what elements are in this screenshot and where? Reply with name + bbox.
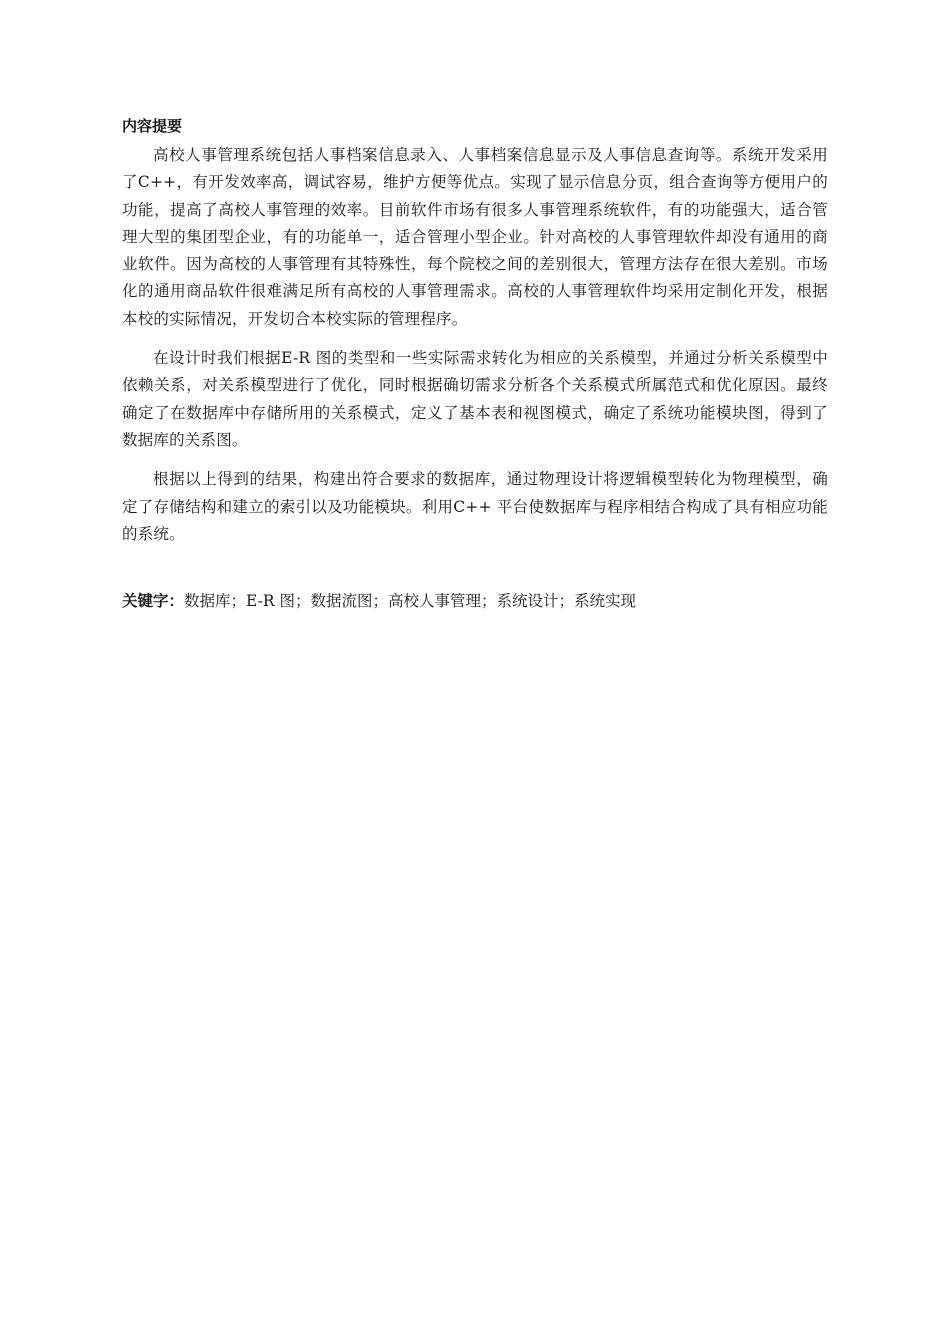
keywords-line [122,588,828,615]
abstract-paragraph-1: 高校人事管理系统包括人事档案信息录入、人事档案信息显示及人事信息查询等。系统开发采用了C++，有开发效率高，调试容易，维护方便等优点。实现了显示信息分页，组合查询等方便用户的功能，提高了高校人事管理的效率。目前软件市场有很多人事管理系统软件，有的功能强大，适合管理大型的集团型企业，有的功能单一，适合管理小型企业。针对高校的人事管理软件却没有通用的商业软件。因为高校的人事管理有其特殊性，每个院校之间的差别很大，管理方法存在很大差别。市场化的通用商品软件很难满足所有高校的人事管理需求。高校的人事管理软件均采用定制化开发，根据本校的实际情况，开发切合本校实际的管理程序。 [122,146,828,328]
abstract-paragraph-2: 在设计时我们根据E-R 图的类型和一些实际需求转化为相应的关系模型，并通过分析关系模型中依赖关系，对关系模型进行了优化，同时根据确切需求分析各个关系模式所属范式和优化原因。最终确定了在数据库中存储所用的关系模式，定义了基本表和视图模式，确定了系统功能模块图，得到了数据库的关系图。 [122,349,828,449]
abstract-heading: 内容提要 [122,117,183,135]
document-page [122,116,828,615]
keywords-text: 数据库；E-R 图；数据流图；高校人事管理；系统设计；系统实现 [184,592,636,611]
keywords-label: 关键字： [122,592,185,611]
abstract-paragraph-3: 根据以上得到的结果，构建出符合要求的数据库，通过物理设计将逻辑模型转化为物理模型，确定了存储结构和建立的索引以及功能模块。利用C++ 平台使数据库与程序相结合构成了具有相应功能的系统。 [122,470,828,543]
